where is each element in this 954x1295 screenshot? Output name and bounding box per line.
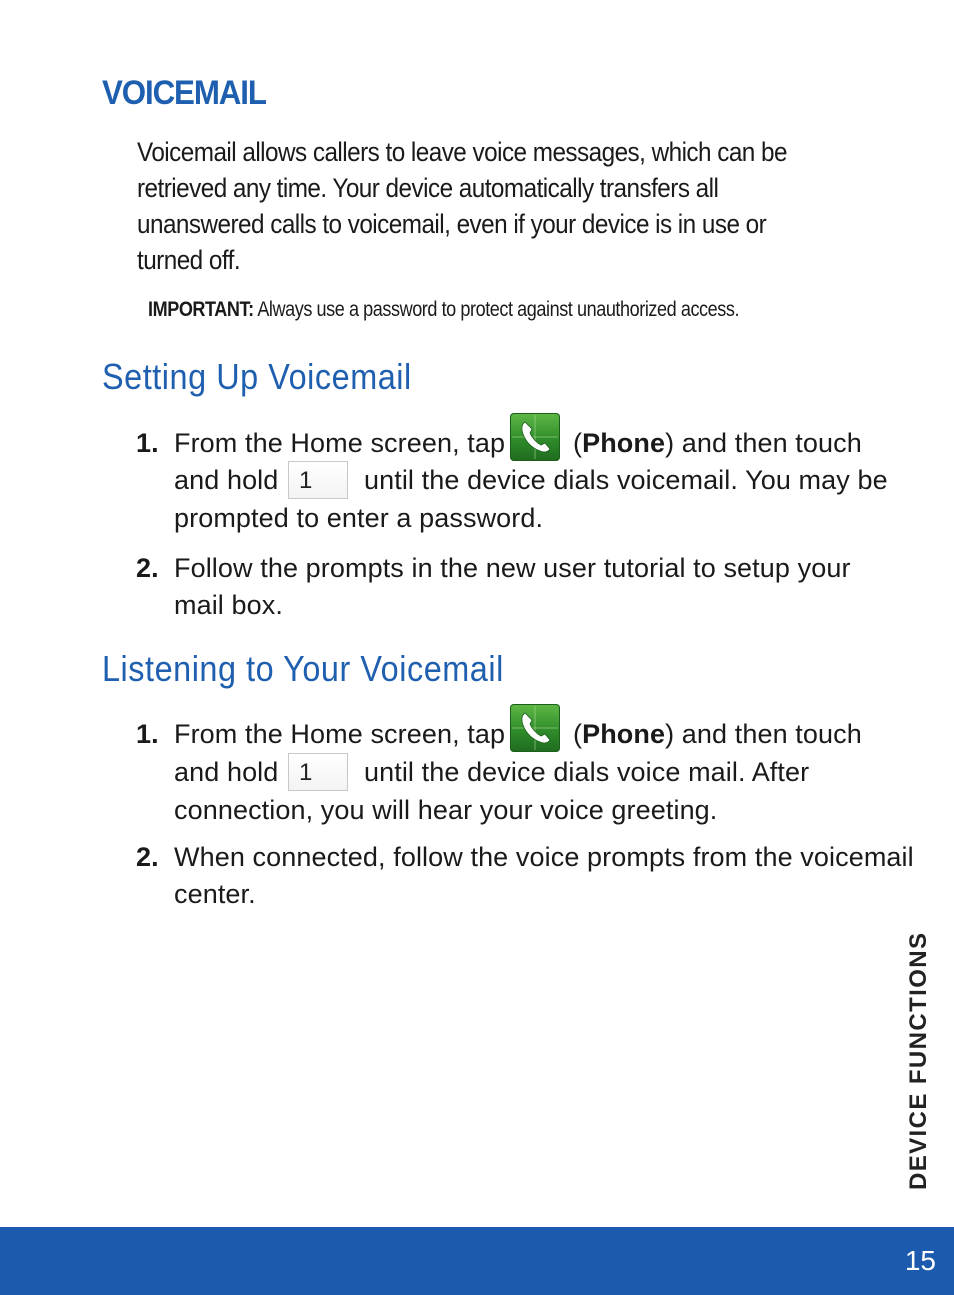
important-text: Always use a password to protect against unauthorized access.: [253, 298, 740, 321]
step-number: 1.: [136, 719, 159, 749]
step-text: until the device dials voicemail. You may be: [364, 465, 888, 495]
key-1-button: 1: [288, 753, 348, 791]
phone-app-icon: [510, 413, 560, 461]
step-text: connection, you will hear your voice greeting.: [174, 795, 718, 825]
step-text: From the Home screen, tap: [174, 719, 506, 749]
page-title: VOICEMAIL: [102, 74, 266, 112]
step-text: When connected, follow the voice prompts from the voicemail: [174, 842, 914, 872]
step-text: Follow the prompts in the new user tutorial to setup your: [174, 553, 851, 583]
important-note: [148, 298, 739, 322]
step-text: From the Home screen, tap: [174, 428, 506, 458]
phone-app-icon: [510, 704, 560, 752]
footer-bar: [0, 1227, 954, 1295]
section-heading-setup: Setting Up Voicemail: [102, 356, 412, 397]
phone-label: Phone: [582, 719, 666, 749]
step-text: (Phone) and then touch: [573, 719, 862, 749]
step-text: prompted to enter a password.: [174, 503, 544, 533]
step-text: center.: [174, 879, 256, 909]
phone-label: Phone: [582, 428, 666, 458]
step-number: 1.: [136, 428, 159, 458]
key-1-button: 1: [288, 461, 348, 499]
intro-paragraph: Voicemail allows callers to leave voice messages, which can be retrieved any time. Your device automatically transfers all unanswered calls to voicemail, even if your device is in use or turned off.: [137, 137, 787, 275]
step-text: mail box.: [174, 590, 283, 620]
section-heading-listening: Listening to Your Voicemail: [102, 648, 504, 689]
step-number: 2.: [136, 842, 159, 872]
page-number: 15: [904, 1245, 936, 1276]
step-text: (Phone) and then touch: [573, 428, 862, 458]
step-text: and hold: [174, 757, 279, 787]
important-label: IMPORTANT:: [148, 298, 254, 321]
step-text: until the device dials voice mail. After: [364, 757, 810, 787]
step-number: 2.: [136, 553, 159, 583]
chapter-tab-label: DEVICE FUNCTIONS: [905, 931, 932, 1190]
step-text: and hold: [174, 465, 279, 495]
